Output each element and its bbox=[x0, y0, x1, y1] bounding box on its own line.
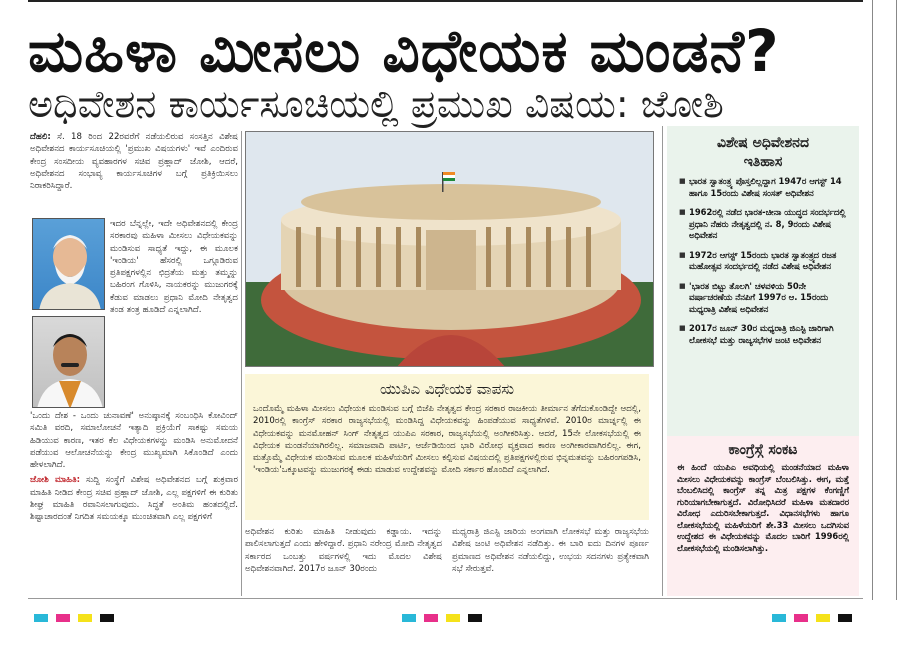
history-item: ■ 1972ರ ಆಗಸ್ಟ್ 15ರಂದು ಭಾರತ ಸ್ವಾತಂತ್ರ್ಯದ ರಜತ ಮಹೋತ್ಸವ ಸಂದರ್ಭದಲ್ಲಿ ನಡೆದ ವಿಶೇಷ ಅಧಿವೇಶನ bbox=[679, 250, 849, 273]
yellow-swatch bbox=[446, 614, 460, 622]
para4-text: ಸುದ್ದಿ ಸಂಸ್ಥೆಗೆ ವಿಶೇಷ ಅಧಿವೇಶನದ ಬಗ್ಗೆ ಶುಕ್ರವಾರ ಮಾಹಿತಿ ನೀಡಿದ ಕೇಂದ್ರ ಸಚಿವ ಪ್ರಹ್ಲಾದ್ ಜೋಶಿ, ಎಲ್ಲ ಪಕ್ಷಗಳಿಗೆ ಈ ಕುರಿತು ಶೀಘ್ರ ಮಾಹಿತಿ ರವಾನಿಸಲಾಗುವುದು. ಸಿದ್ಧತೆ ಅಂತಿಮ ಹಂತದಲ್ಲಿದೆ. ಶಿಷ್ಟಾಚಾರದಂತೆ ನಿಗದಿತ ಸಮಯಕ್ಕೂ ಮುಂಚಿತವಾಗಿ ಎಲ್ಲ ಪಕ್ಷಗಳಿಗೆ bbox=[30, 475, 238, 523]
history-list bbox=[667, 172, 859, 346]
center-bottom-col-2: ಮಧ್ಯರಾತ್ರಿ ಜಿಎಸ್ಟಿ ಜಾರಿಯ ಅಂಗವಾಗಿ ಲೋಕಸಭೆ ಮತ್ತು ರಾಜ್ಯಸಭೆಯ ವಿಶೇಷ ಜಂಟಿ ಅಧಿವೇಶನ ನಡೆದಿತ್ತು. ಈ ಬಾರಿ ಐದು ದಿನಗಳ ಪೂರ್ಣ ಪ್ರಮಾಣದ ಅಧಿವೇಶನ ನಡೆಯಲಿದ್ದು, ಉಭಯ ಸದನಗಳು ಪ್ರತ್ಯೇಕವಾಗಿ ಸಭೆ ಸೇರುತ್ತವೆ. bbox=[452, 527, 649, 574]
congress-box-title: ಕಾಂಗ್ರೆಸ್ಗೆ ಸಂಕಟ bbox=[728, 442, 798, 458]
article-para-2: ಇದರ ಬೆನ್ನಲ್ಲೇ, ಇದೇ ಅಧಿವೇಶನದಲ್ಲಿ ಕೇಂದ್ರ ಸರಕಾರವು ಮಹಿಳಾ ಮೀಸಲು ವಿಧೇಯಕವನ್ನು ಮಂಡಿಸುವ ಸಾಧ್ಯತೆ ಇದ್ದು, ಈ ಮೂಲಕ 'ಇಂಡಿಯ' ಹೆಸರಲ್ಲಿ ಒಗ್ಗೂಡಿರುವ ಪ್ರತಿಪಕ್ಷಗಳಲ್ಲಿನ ಛಿದ್ರತೆಯ ಮತ್ತು ತಮ್ಮನ್ನು ಬಹಿರಂಗ ಗೊಳಿಸಿ, ನಾಯಕರನ್ನು ಮುಜುಗರಕ್ಕೆ ಕೆಡುವ ಮಾಡಲು ಪ್ರಧಾನಿ ಮೋದಿ ನೇತೃತ್ವದ ತಂಡ ತಂತ್ರ ಹೂಡಿದೆ ಎನ್ನಲಾಗಿದೆ. bbox=[110, 219, 238, 316]
portrait-modi-photo bbox=[32, 218, 105, 310]
right-edge-rule bbox=[872, 0, 873, 600]
parliament-building-icon bbox=[246, 132, 654, 367]
left-column-wrap bbox=[110, 218, 238, 319]
column-rule bbox=[241, 131, 242, 596]
headline: ಮಹಿಳಾ ಮೀಸಲು ವಿಧೇಯಕ ಮಂಡನೆ? bbox=[28, 17, 780, 85]
portrait-joshi-photo bbox=[32, 316, 105, 408]
lead-label: ಜೋಶಿ ಮಾಹಿತಿ: bbox=[30, 475, 81, 486]
para1-text: ಸೆ. 18 ರಿಂದ 22ರವರೆಗೆ ನಡೆಯಲಿರುವ ಸಂಸತ್ತಿನ ವಿಶೇಷ ಅಧಿವೇಶನದ ಕಾರ್ಯಸೂಚಿಯಲ್ಲಿ 'ಪ್ರಮುಖ ವಿಷಯಗಳು' ಇವೆ ಎಂದಿರುವ ಕೇಂದ್ರ ಸಂಸದೀಯ ವ್ಯವಹಾರಗಳ ಸಚಿವ ಪ್ರಹ್ಲಾದ್ ಜೋಶಿ, ಆದರೆ, ಅಧಿವೇಶನದ ಸಂಭಾವ್ಯ ಕಾರ್ಯಸೂಚಿಗಳ ಬಗ್ಗೆ ಪ್ರತಿಕ್ರಿಯಿಸಲು ನಿರಾಕರಿಸಿದ್ದಾರೆ. bbox=[30, 132, 238, 192]
subheadline: ಅಧಿವೇಶನ ಕಾರ್ಯಸೂಚಿಯಲ್ಲಿ ಪ್ರಮುಖ ವಿಷಯ: ಜೋಶಿ bbox=[28, 82, 724, 126]
upa-box-title: ಯುಪಿಎ ವಿಧೇಯಕ ವಾಪಸು bbox=[380, 380, 514, 398]
portrait-photo-icon bbox=[33, 317, 105, 408]
cyan-swatch bbox=[34, 614, 48, 622]
black-swatch bbox=[838, 614, 852, 622]
history-box bbox=[667, 126, 859, 436]
magenta-swatch bbox=[56, 614, 70, 622]
history-item: ■ 1962ರಲ್ಲಿ ನಡೆದ ಭಾರತ-ಚೀನಾ ಯುದ್ಧದ ಸಂದರ್ಭದಲ್ಲಿ ಪ್ರಧಾನಿ ನೆಹರು ನೇತೃತ್ವದಲ್ಲಿ ನ. 8, 9ರಂದು ವಿಶೇಷ ಅಧಿವೇಶನ bbox=[679, 207, 849, 242]
portrait-photo-icon bbox=[33, 219, 105, 310]
black-swatch bbox=[468, 614, 482, 622]
parliament-building-photo bbox=[245, 131, 654, 367]
black-swatch bbox=[100, 614, 114, 622]
upa-box-body: ಒಂದೊಮ್ಮೆ ಮಹಿಳಾ ಮೀಸಲು ವಿಧೇಯಕ ಮಂಡಿಸುವ ಬಗ್ಗೆ ಬಿಜೆಪಿ ನೇತೃತ್ವದ ಕೇಂದ್ರ ಸರಕಾರ ರಾಜಕೀಯ ತೀರ್ಮಾನ ತೆಗೆದುಕೊಂಡಿದ್ದೇ ಆದಲ್ಲಿ, 2010ರಲ್ಲಿ ಕಾಂಗ್ರೆಸ್ ಸರಕಾರ ರಾಜ್ಯಸಭೆಯಲ್ಲಿ ಮಂಡಿಸಿದ್ದ ವಿಧೇಯಕವನ್ನು ಹಿಂಪಡೆಯುವ ಸಾಧ್ಯತೆಗಳಿವೆ. 2010ರ ಮಾರ್ಚ್ನಲ್ಲಿ ಈ ವಿಧೇಯಕವನ್ನು ಮನಮೋಹನ್ ಸಿಂಗ್ ನೇತೃತ್ವದ ಯುಪಿಎ ಸರಕಾರ, ರಾಜ್ಯಸಭೆಯಲ್ಲಿ ಅಂಗೀಕರಿಸಿತ್ತು. ಆದರೆ, 15ನೇ ಲೋಕಸಭೆಯಲ್ಲಿ ಈ ವಿಧೇಯಕ ಮಂಡನೆಯಾಗಿರಲಿಲ್ಲ. ಸಮಾಜವಾದಿ ಪಾರ್ಟಿ, ಆರ್ಜೆಡಿಯಿಂದ ಭಾರಿ ವಿರೋಧ ವ್ಯಕ್ತವಾದ ಕಾರಣ ಅಂಗೀಕಾರವಾಗಿರಲಿಲ್ಲ. ಈಗ, ಮತ್ತೊಮ್ಮೆ ವಿಧೇಯಕ ಮಂಡಿಸುವ ಮೂಲಕ ಮಹಿಳೆಯರಿಗೆ ಮೀಸಲು ಕಲ್ಪಿಸುವ ವಿಷಯದಲ್ಲಿ ಪ್ರತಿಪಕ್ಷಗಳಲ್ಲಿರುವ ಭಿನ್ನಮತವನ್ನು ಬಹಿರಂಗಪಡಿಸಿ, 'ಇಂಡಿಯ'ಒಕ್ಕೂಟವನ್ನು ಮುಜುಗರಕ್ಕೆ ಈಡು ಮಾಡುವ ಉದ್ದೇಶವನ್ನು ಮೋದಿ ಸರ್ಕಾರ ಹೊಂದಿದೆ ಎನ್ನಲಾಗಿದೆ. bbox=[253, 404, 641, 476]
history-item: ■ 2017ರ ಜೂನ್ 30ರ ಮಧ್ಯರಾತ್ರಿ ಜಿಎಸ್ಟಿ ಜಾರಿಗಾಗಿ ಲೋಕಸಭೆ ಮತ್ತು ರಾಜ್ಯಸಭೆಗಳ ಜಂಟಿ ಅಧಿವೇಶನ bbox=[679, 323, 849, 346]
upa-bill-box bbox=[245, 374, 649, 520]
article-para-3: 'ಒಂದು ದೇಶ - ಒಂದು ಚುನಾವಣೆ' ಅನುಷ್ಠಾನಕ್ಕೆ ಸಂಬಂಧಿಸಿ ಕೋವಿಂದ್ ಸಮಿತಿ ವರದಿ, ಸಮಾಲೋಚನೆ ಇತ್ಯಾದಿ ಪ್ರಕ್ರಿಯೆಗೆ ಸಾಕಷ್ಟು ಸಮಯ ಹಿಡಿಯುವ ಕಾರಣ, ಇತರ ಕೆಲ ವಿಧೇಯಕಗಳನ್ನು ಮಂಡಿಸಿ ಅನುಮೋದನೆ ಪಡೆಯುವ ಆಲೋಚನೆಯನ್ನು ಕೇಂದ್ರ ಮುಖ್ಯಮಾಗಿ ಸಿಕೊಂಡಿದೆ ಎಂದು ಹೇಳಲಾಗಿದೆ. bbox=[30, 411, 238, 471]
cyan-swatch bbox=[402, 614, 416, 622]
bottom-rule bbox=[28, 598, 863, 599]
right-edge-rule-2 bbox=[896, 0, 897, 600]
column-rule bbox=[662, 126, 663, 596]
history-box-title-2: ಇತಿಹಾಸ bbox=[743, 154, 783, 170]
center-bottom-col-1: ಅಧಿವೇಶನ ಕುರಿತು ಮಾಹಿತಿ ನೀಡುವುದು ಕಡ್ಡಾಯ. ಇದನ್ನು ಪಾಲಿಸಲಾಗುತ್ತದೆ ಎಂದು ಹೇಳಿದ್ದಾರೆ. ಪ್ರಧಾನಿ ನರೇಂದ್ರ ಮೋದಿ ನೇತೃತ್ವದ ಸರ್ಕಾರದ ಒಂಬತ್ತು ವರ್ಷಗಳಲ್ಲಿ ಇದು ಮೊದಲ ವಿಶೇಷ ಅಧಿವೇಶನವಾಗಿದೆ. 2017ರ ಜೂನ್ 30ರಂದು bbox=[245, 527, 442, 574]
congress-box bbox=[667, 436, 859, 596]
history-item: ■ 'ಭಾರತ ಬಿಟ್ಟು ತೊಲಗಿ' ಚಳವಳಿಯ 50ನೇ ವರ್ಷಾಚರಣೆಯ ನೆನಪಿಗೆ 1997ರ ಆ. 15ರಂದು ಮಧ್ಯರಾತ್ರಿ ವಿಶೇಷ ಅಧಿವೇಶನ bbox=[679, 281, 849, 316]
left-column-lower bbox=[30, 410, 238, 527]
congress-box-body: ಈ ಹಿಂದೆ ಯುಪಿಎ ಅವಧಿಯಲ್ಲಿ ಮಂಡನೆಯಾದ ಮಹಿಳಾ ಮೀಸಲು ವಿಧೇಯಕವನ್ನು ಕಾಂಗ್ರೆಸ್ ಬೆಂಬಲಿಸಿತ್ತು. ಈಗ, ಮತ್ತೆ ಬೆಂಬಲಿಸಿದಲ್ಲಿ ಕಾಂಗ್ರೆಸ್ ತನ್ನ ಮಿತ್ರ ಪಕ್ಷಗಳ ಕೆಂಗಣ್ಣಿಗೆ ಗುರಿಯಾಗಬೇಕಾಗುತ್ತದೆ. ವಿರೋಧಿಸಿದರೆ ಮಹಿಳಾ ಮತದಾರರ ವಿರೋಧ ಎದುರಿಸಬೇಕಾಗುತ್ತದೆ. ವಿಧಾನಸಭೆಗಳು ಹಾಗೂ ಲೋಕಸಭೆಯಲ್ಲಿ ಮಹಿಳೆಯರಿಗೆ ಶೇ.33 ಮೀಸಲು ಒದಗಿಸುವ ಉದ್ದೇಶದ ಈ ವಿಧೇಯಕವನ್ನು ಮೊದಲ ಬಾರಿಗೆ 1996ರಲ್ಲಿ ಲೋಕಸಭೆಯಲ್ಲಿ ಮಂಡಿಸಲಾಗಿತ್ತು. bbox=[677, 462, 849, 553]
dateline: ದೆಹಲಿ: bbox=[30, 132, 51, 142]
magenta-swatch bbox=[794, 614, 808, 622]
top-rule bbox=[28, 0, 863, 2]
cyan-swatch bbox=[772, 614, 786, 622]
magenta-swatch bbox=[424, 614, 438, 622]
yellow-swatch bbox=[816, 614, 830, 622]
article-para-1 bbox=[30, 131, 238, 192]
article-para-4 bbox=[30, 474, 238, 523]
yellow-swatch bbox=[78, 614, 92, 622]
history-item: ■ ಭಾರತ ಸ್ವಾತಂತ್ರ್ಯ ಪೊಸ್ತಲಿಲ್ಲದ್ದಾಗ 1947ರ ಆಗಸ್ಟ್ 14 ಹಾಗೂ 15ರಂದು ವಿಶೇಷ ಸಂಸತ್ ಅಧಿವೇಶನ bbox=[679, 176, 849, 199]
history-box-title-1: ವಿಶೇಷ ಅಧಿವೇಶನದ bbox=[716, 135, 810, 151]
